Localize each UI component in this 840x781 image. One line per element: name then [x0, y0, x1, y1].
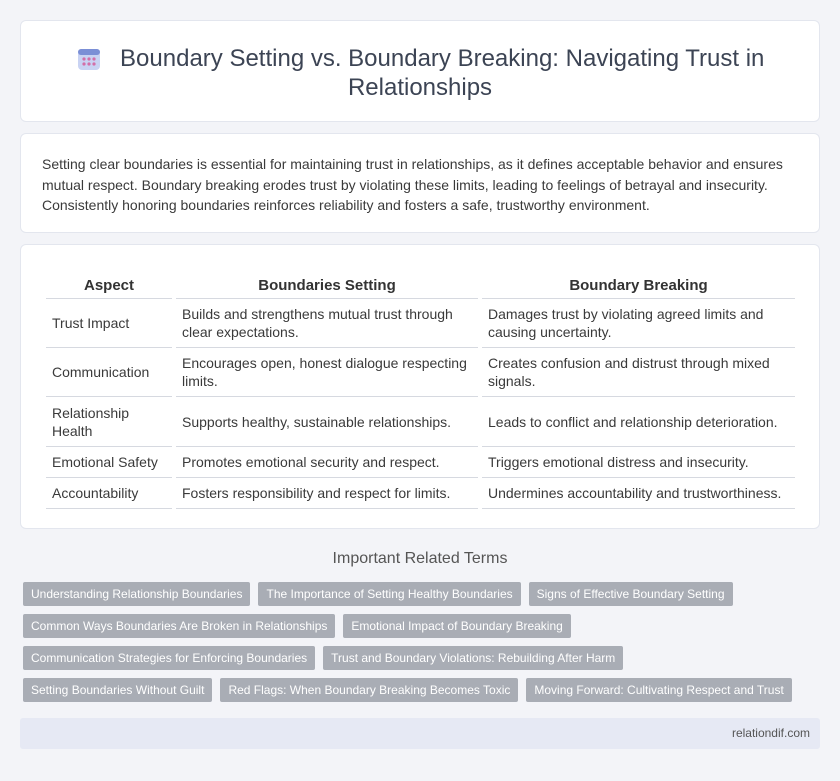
term-row: [23, 614, 823, 638]
cell-breaking: Undermines accountability and trustworthiness.: [482, 478, 795, 509]
cell-aspect: Emotional Safety: [46, 447, 172, 478]
table-row: [46, 447, 795, 478]
term-tag[interactable]: Signs of Effective Boundary Setting: [529, 582, 733, 606]
cell-setting: Promotes emotional security and respect.: [176, 447, 478, 478]
comparison-table: [42, 275, 799, 509]
term-tag[interactable]: Red Flags: When Boundary Breaking Becomes Toxic: [220, 678, 518, 702]
cell-setting: Supports healthy, sustainable relationships.: [176, 397, 478, 447]
table-header-row: [46, 275, 795, 299]
cell-breaking: Creates confusion and distrust through mixed signals.: [482, 348, 795, 397]
cell-breaking: Leads to conflict and relationship deterioration.: [482, 397, 795, 447]
cell-setting: Fosters responsibility and respect for limits.: [176, 478, 478, 509]
cell-aspect: Trust Impact: [46, 299, 172, 348]
comparison-card: [20, 244, 820, 529]
related-terms: [23, 582, 823, 710]
footer: [20, 718, 820, 749]
intro-card: [20, 133, 820, 233]
header-boundary-breaking: Boundary Breaking: [482, 275, 795, 299]
cell-breaking: Damages trust by violating agreed limits and causing uncertainty.: [482, 299, 795, 348]
term-tag[interactable]: The Importance of Setting Healthy Boundaries: [258, 582, 520, 606]
table-row: [46, 397, 795, 447]
title-card: [20, 20, 820, 122]
term-tag[interactable]: Common Ways Boundaries Are Broken in Relationships: [23, 614, 335, 638]
term-tag[interactable]: Trust and Boundary Violations: Rebuilding After Harm: [323, 646, 623, 670]
table-row: [46, 478, 795, 509]
cell-aspect: Communication: [46, 348, 172, 397]
term-tag[interactable]: Communication Strategies for Enforcing Boundaries: [23, 646, 315, 670]
cell-aspect: Relationship Health: [46, 397, 172, 447]
cell-setting: Builds and strengthens mutual trust through clear expectations.: [176, 299, 478, 348]
page-title: Boundary Setting vs. Boundary Breaking: Navigating Trust in Relationships: [120, 45, 765, 101]
term-tag[interactable]: Emotional Impact of Boundary Breaking: [343, 614, 570, 638]
title-wrap: [71, 44, 769, 102]
term-tag[interactable]: Understanding Relationship Boundaries: [23, 582, 250, 606]
term-row: [23, 678, 823, 702]
header-aspect: Aspect: [46, 275, 172, 299]
table-row: [46, 299, 795, 348]
calendar-icon: [76, 46, 102, 72]
term-tag[interactable]: Setting Boundaries Without Guilt: [23, 678, 212, 702]
intro-paragraph: Setting clear boundaries is essential for maintaining trust in relationships, as it defines acceptable behavior and ensures mutual respect. Boundary breaking erodes trust by violating these limits, leading to feelings of betrayal and insecurity. Consistently honoring boundaries reinforces reliability and fosters a safe, trustworthy environment.: [42, 156, 783, 213]
header-boundaries-setting: Boundaries Setting: [176, 275, 478, 299]
cell-aspect: Accountability: [46, 478, 172, 509]
cell-setting: Encourages open, honest dialogue respecting limits.: [176, 348, 478, 397]
footer-site-link[interactable]: relationdif.com: [731, 726, 810, 740]
table-row: [46, 348, 795, 397]
term-row: [23, 646, 823, 670]
term-row: [23, 582, 823, 606]
term-tag[interactable]: Moving Forward: Cultivating Respect and Trust: [526, 678, 791, 702]
related-terms-heading: Important Related Terms: [332, 550, 508, 567]
cell-breaking: Triggers emotional distress and insecurity.: [482, 447, 795, 478]
